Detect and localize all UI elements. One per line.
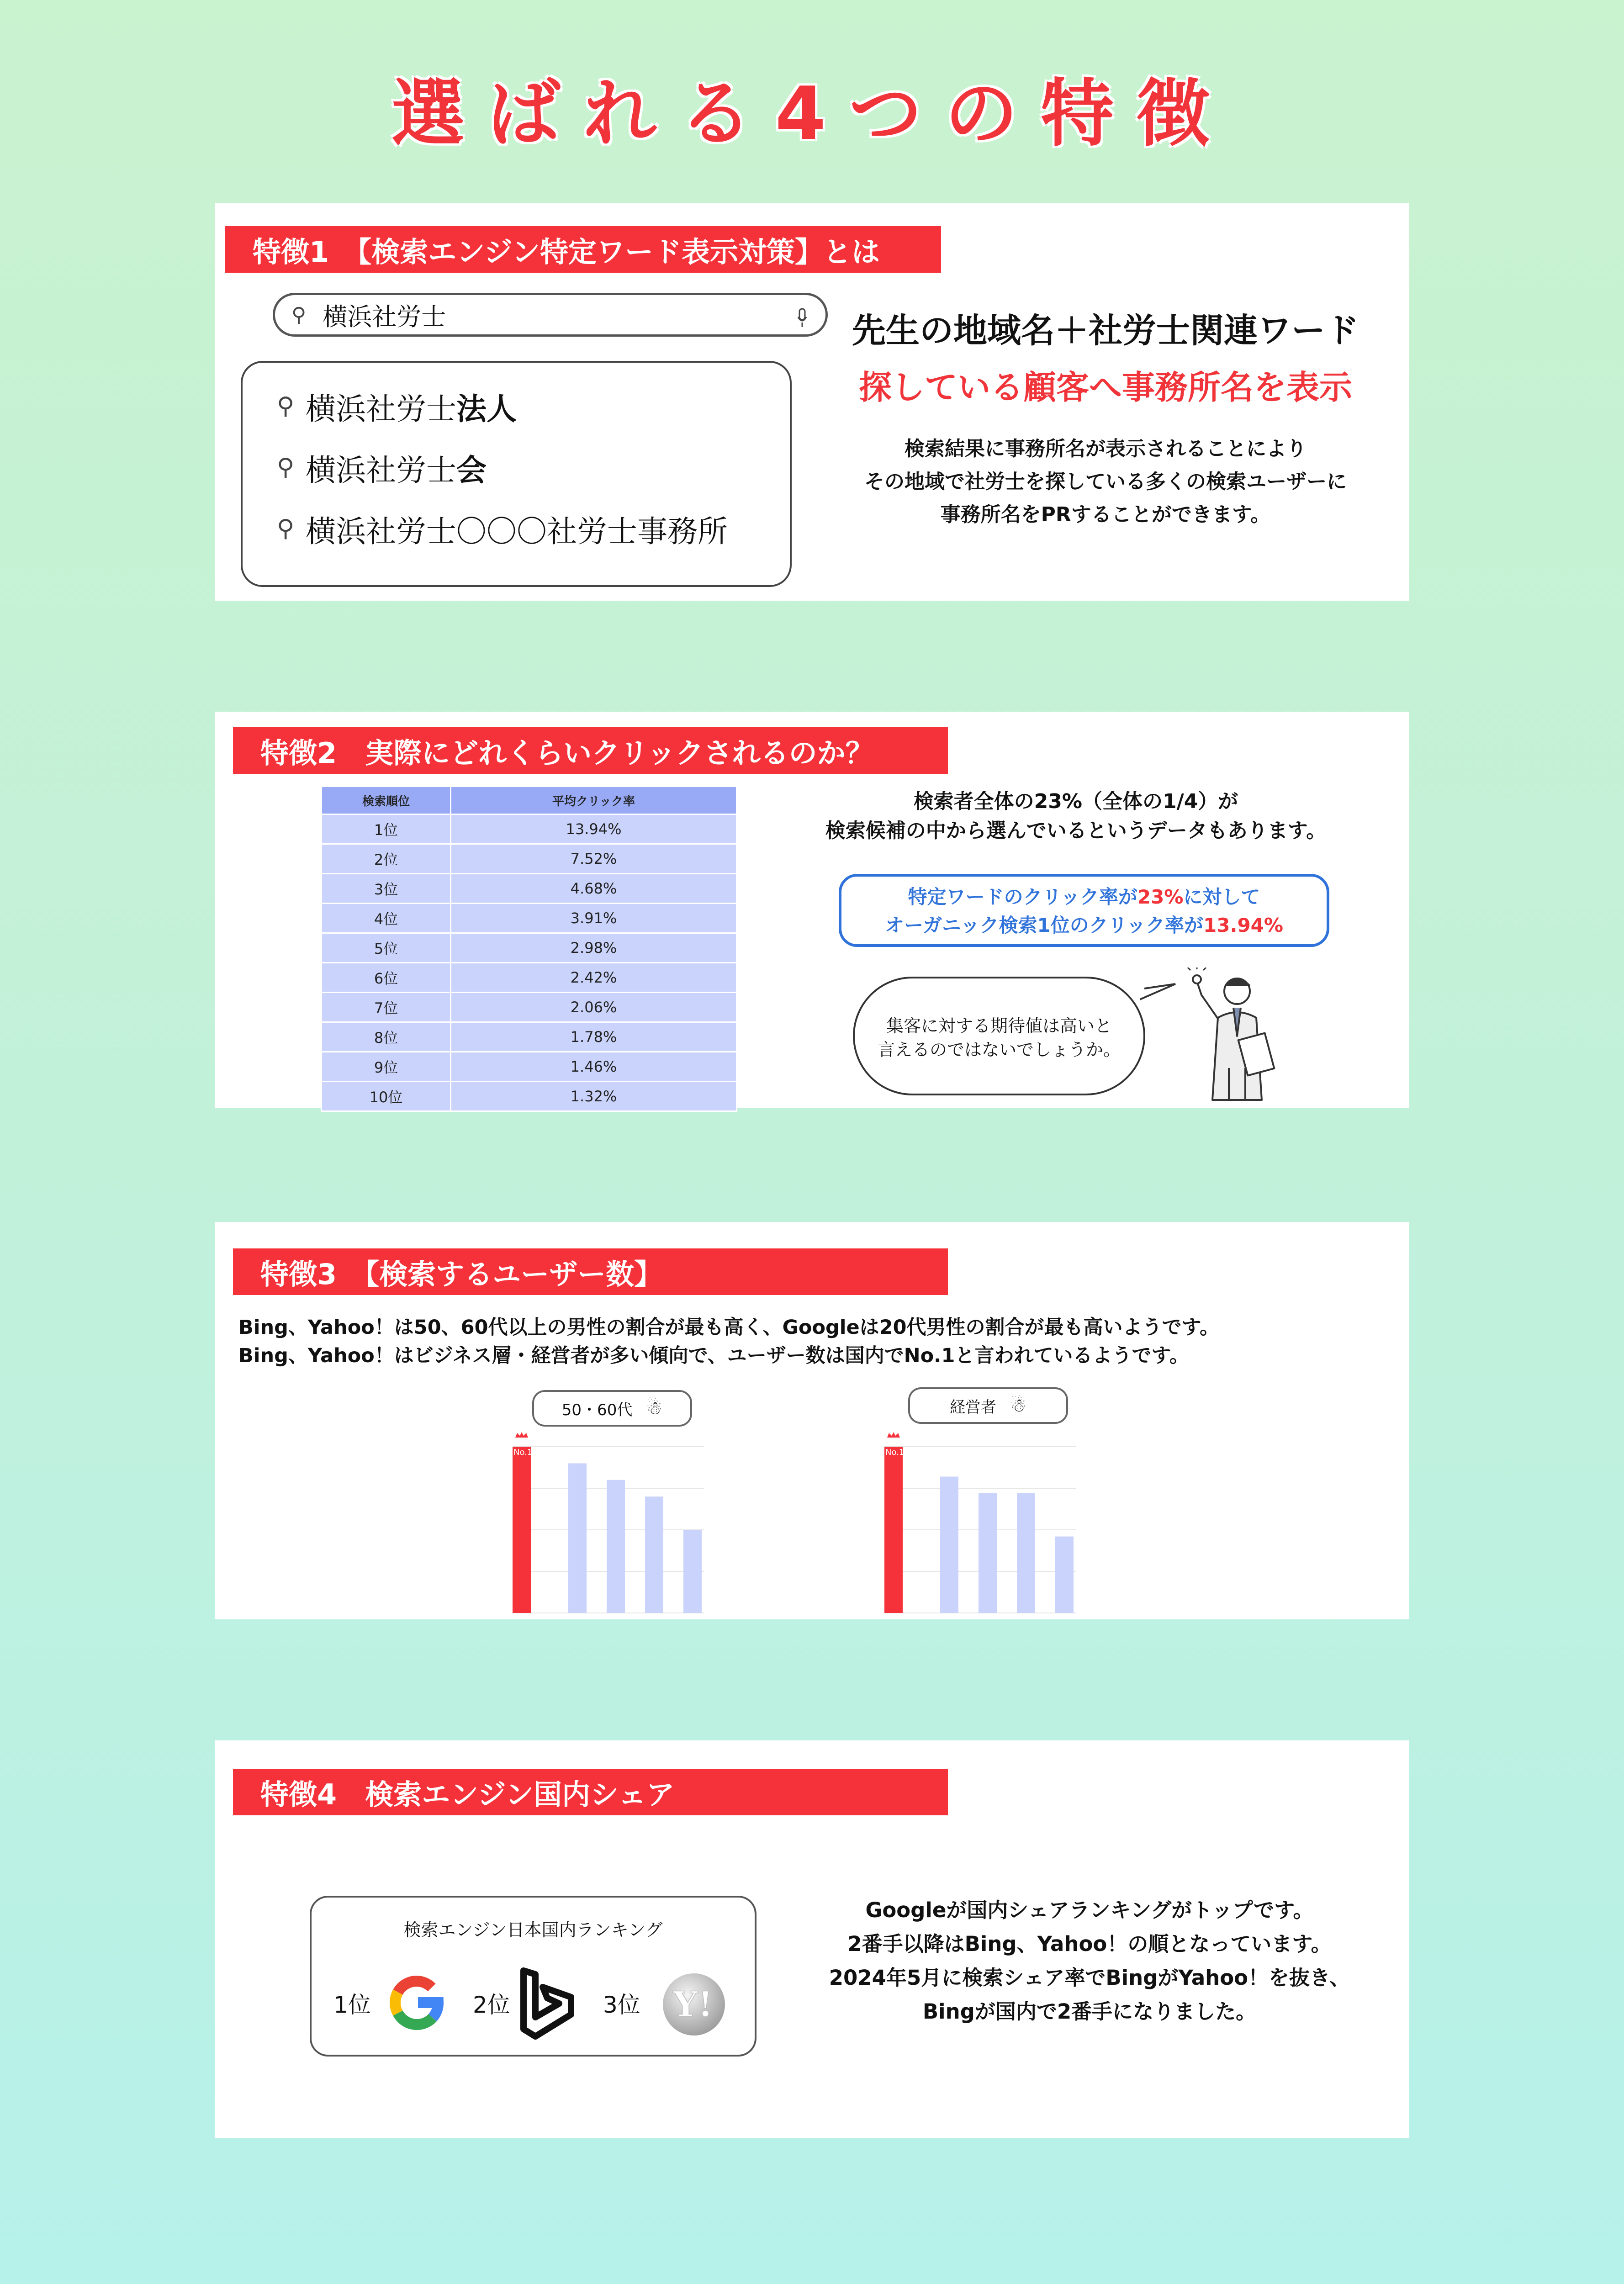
callout-line <box>841 911 1327 940</box>
speech-line: 集客に対する期待値は高いと <box>886 1016 1112 1036</box>
chart-bar <box>683 1530 702 1613</box>
feature1-body <box>809 433 1402 531</box>
table-row <box>322 963 737 993</box>
table-cell: 7.52% <box>451 844 737 874</box>
body-line: 検索結果に事務所名が表示されることにより <box>905 437 1307 460</box>
crown-icon <box>515 1432 528 1438</box>
table-cell: 9位 <box>322 1052 451 1082</box>
person-icon: ☃ <box>646 1398 663 1419</box>
table-row <box>322 844 737 874</box>
callout-text: 特定ワードのクリック率が <box>908 886 1137 908</box>
body-line: Bingが国内で2番手になりました。 <box>922 1999 1257 2024</box>
table-cell: 4.68% <box>451 874 737 904</box>
businessman-illustration <box>1179 968 1284 1105</box>
callout-line <box>841 883 1327 911</box>
table-row <box>322 933 737 963</box>
chart-bar <box>940 1477 958 1613</box>
table-cell: 3.91% <box>451 904 737 933</box>
table-cell: 1.78% <box>451 1022 737 1052</box>
table-row <box>322 814 737 844</box>
chart-bar <box>568 1463 587 1613</box>
callout-text: オーガニック検索1位のクリック率が <box>885 914 1204 936</box>
no1-badge: No.1 <box>513 1448 533 1457</box>
feature4-heading: 特徴4 検索エンジン国内シェア <box>233 1769 948 1815</box>
table-cell: 3位 <box>322 874 451 904</box>
table-cell: 7位 <box>322 993 451 1022</box>
table-cell: 1.46% <box>451 1052 737 1082</box>
suggestion-base: 横浜社労士 <box>306 391 456 427</box>
no1-badge: No.1 <box>885 1448 905 1457</box>
page-title: 選ばれる4つの特徴 <box>391 71 1233 156</box>
chart-label-chip <box>532 1390 692 1427</box>
table-cell: 4位 <box>322 904 451 933</box>
table-row <box>322 1022 737 1052</box>
person-icon: ☃ <box>1010 1395 1026 1416</box>
feature3-heading: 特徴3 【検索するユーザー数】 <box>233 1248 948 1295</box>
lead-line: 検索候補の中から選んでいるというデータもあります。 <box>825 819 1327 842</box>
column-header: 平均クリック率 <box>451 787 737 814</box>
body-line: 事務所名をPRすることができます。 <box>940 503 1271 526</box>
suggestion-base: 横浜社労士 <box>306 452 456 488</box>
body-line: Bing、Yahoo！は50、60代以上の男性の割合が最も高く、Googleは20代男性の割合が最も高いようです。 <box>238 1316 1220 1339</box>
table-cell: 2.06% <box>451 993 737 1022</box>
chart-bar <box>884 1447 903 1613</box>
chart-bar <box>1017 1493 1035 1613</box>
rank-label: 2位 <box>473 1992 510 2018</box>
feature1-heading: 特徴1 【検索エンジン特定ワード表示対策】とは <box>225 226 941 273</box>
suggestion-item[interactable] <box>265 375 790 437</box>
suggestion-suffix: 法人 <box>456 391 517 427</box>
chart-bar <box>1055 1537 1074 1613</box>
suggestion-suffix: 会 <box>456 452 487 488</box>
ranking-box <box>310 1896 756 2057</box>
callout-text: に対して <box>1183 886 1260 908</box>
chart-label-chip <box>908 1387 1068 1424</box>
feature4-panel <box>215 1740 1409 2138</box>
feature4-body <box>777 1893 1402 2029</box>
search-icon: ⚲ <box>276 515 295 542</box>
feature1-panel <box>215 203 1409 601</box>
table-cell: 10位 <box>322 1082 451 1111</box>
chart-bar <box>513 1447 531 1613</box>
ranking-title: 検索エンジン日本国内ランキング <box>403 1920 663 1940</box>
table-cell: 1.32% <box>451 1082 737 1111</box>
table-cell: 6位 <box>322 963 451 993</box>
table-cell: 2位 <box>322 844 451 874</box>
chart-bar <box>979 1493 997 1613</box>
rank-label: 1位 <box>333 1992 371 2018</box>
table-cell: 5位 <box>322 933 451 963</box>
rank-label: 3位 <box>603 1992 640 2018</box>
body-line: その地域で社労士を探している多くの検索ユーザーに <box>864 470 1347 493</box>
callout-value: 13.94% <box>1203 914 1283 936</box>
table-cell: 8位 <box>322 1022 451 1052</box>
search-input[interactable] <box>273 293 828 337</box>
suggestion-item[interactable] <box>265 437 790 498</box>
chart-label: 経営者 <box>950 1398 997 1417</box>
feature3-body <box>238 1313 1399 1370</box>
body-line: Googleが国内シェアランキングがトップです。 <box>865 1898 1314 1922</box>
search-icon: ⚲ <box>276 454 295 481</box>
click-rate-table <box>321 786 737 1112</box>
table-header-row <box>322 787 737 814</box>
ctr-callout <box>839 874 1329 947</box>
bing-icon <box>517 1967 577 2040</box>
suggestion-suffix: 〇〇〇社労士事務所 <box>456 513 728 549</box>
microphone-icon[interactable] <box>797 305 807 323</box>
feature2-heading: 特徴2 実際にどれくらいクリックされるのか？ <box>233 727 948 774</box>
svg-text:Y!: Y! <box>673 1984 713 2025</box>
table-cell: 2.42% <box>451 963 737 993</box>
column-header: 検索順位 <box>322 787 451 814</box>
suggestion-item[interactable] <box>265 498 790 559</box>
suggestion-base: 横浜社労士 <box>306 513 456 549</box>
feature3-panel <box>215 1222 1409 1619</box>
speech-bubble <box>853 977 1145 1095</box>
speech-tail <box>1140 981 1176 1009</box>
table-cell: 2.98% <box>451 933 737 963</box>
table-cell: 13.94% <box>451 814 737 844</box>
table-row <box>322 1082 737 1111</box>
search-icon: ⚲ <box>276 392 295 420</box>
chart-label: 50・60代 <box>561 1401 633 1419</box>
lead-line: 検索者全体の23%（全体の1/4）が <box>913 790 1238 813</box>
body-line: Bing、Yahoo！はビジネス層・経営者が多い傾向で、ユーザー数は国内でNo.1と言われているようです。 <box>238 1344 1190 1367</box>
user-chart-50-60 <box>513 1431 704 1616</box>
yahoo-icon <box>661 1972 727 2037</box>
speech-line: 言えるのではないでしょうか。 <box>877 1040 1121 1060</box>
feature1-subheadline: 探している顧客へ事務所名を表示 <box>858 368 1352 407</box>
table-row <box>322 993 737 1022</box>
search-query: 横浜社労士 <box>323 302 446 331</box>
feature2-lead <box>790 780 1361 852</box>
chart-bar <box>645 1496 663 1613</box>
search-icon: ⚲ <box>291 303 307 327</box>
suggestion-list <box>241 361 792 587</box>
crown-icon <box>887 1432 900 1438</box>
body-line: 2番手以降はBing、Yahoo！の順となっています。 <box>847 1932 1332 1956</box>
table-row <box>322 904 737 933</box>
table-row <box>322 1052 737 1082</box>
feature1-headline: 先生の地域名＋社労士関連ワード <box>852 311 1359 350</box>
body-line: 2024年5月に検索シェア率でBingがYahoo！を抜き、 <box>829 1966 1350 1990</box>
table-cell: 1位 <box>322 814 451 844</box>
table-row <box>322 874 737 904</box>
google-icon <box>387 1973 446 2032</box>
callout-value: 23% <box>1137 886 1184 908</box>
chart-bar <box>607 1480 625 1613</box>
user-chart-executives <box>884 1431 1076 1616</box>
feature2-panel <box>215 712 1409 1108</box>
